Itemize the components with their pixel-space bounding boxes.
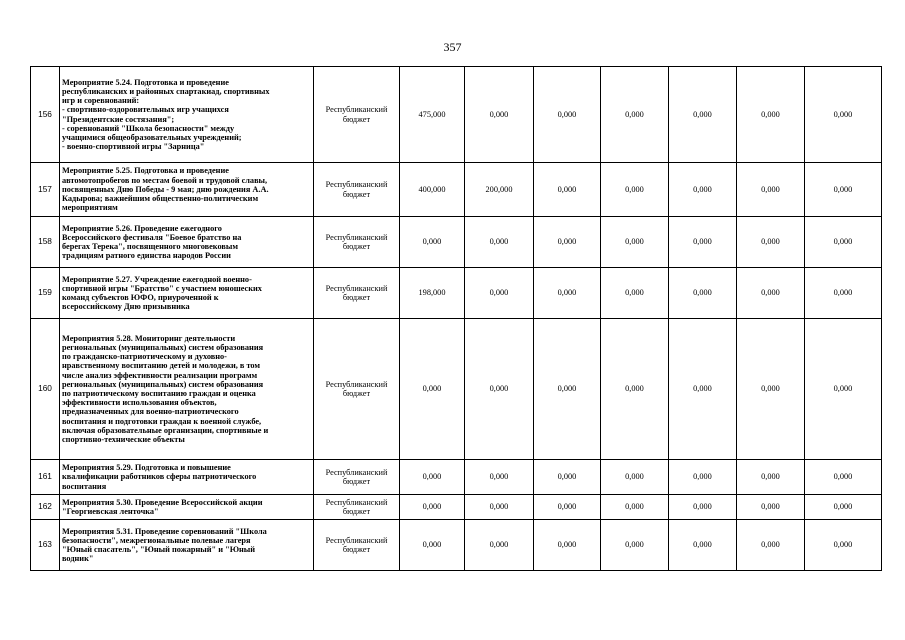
measure-description-line: Мероприятие 5.26. Проведение ежегодного	[62, 223, 222, 233]
funding-value: 0,000	[465, 67, 534, 163]
row-number: 157	[31, 163, 60, 217]
measure-description-line: посвященных Дню Победы - 9 мая; дню рождения А.А.	[62, 184, 269, 194]
funding-value: 0,000	[669, 460, 737, 495]
funding-value: 0,000	[534, 495, 601, 520]
measure-description-line: - соревнований "Школа безопасности" между	[62, 123, 235, 133]
funding-value: 0,000	[534, 217, 601, 268]
funding-value: 475,000	[400, 67, 465, 163]
funding-value: 198,000	[400, 268, 465, 319]
funding-source: Республиканский бюджет	[314, 67, 400, 163]
funding-value: 0,000	[805, 217, 882, 268]
funding-value: 0,000	[737, 268, 805, 319]
funding-value: 0,000	[465, 268, 534, 319]
measure-description-line: автомотопробегов по местам боевой и трудовой славы,	[62, 175, 268, 185]
row-number: 156	[31, 67, 60, 163]
funding-value: 0,000	[737, 460, 805, 495]
funding-value: 0,000	[669, 163, 737, 217]
measure-description-line: включая образовательные организации, спортивные и	[62, 425, 269, 435]
measure-description-line: берегах Терека", посвященного многовековым	[62, 242, 239, 251]
measure-description	[60, 163, 314, 217]
funding-source: Республиканский бюджет	[314, 268, 400, 319]
funding-value: 0,000	[601, 217, 669, 268]
funding-value: 0,000	[465, 460, 534, 495]
funding-value: 0,000	[465, 520, 534, 571]
page-number: 357	[443, 40, 462, 54]
measure-description-line: команд субъектов ЮФО, приуроченной к	[62, 293, 219, 302]
table-row	[31, 520, 882, 571]
funding-value: 400,000	[400, 163, 465, 217]
funding-value: 0,000	[534, 163, 601, 217]
table-row	[31, 268, 882, 319]
funding-value: 0,000	[669, 217, 737, 268]
measure-description-line: региональных (муниципальных) систем образования	[62, 379, 264, 389]
measure-description-line: безопасности", межрегиональные полевые лагеря	[62, 535, 251, 545]
funding-value: 0,000	[400, 319, 465, 460]
measure-description	[60, 319, 314, 460]
funding-value: 0,000	[465, 495, 534, 520]
measure-description-line: Мероприятие 5.25. Подготовка и проведение	[62, 166, 229, 176]
funding-value: 0,000	[534, 67, 601, 163]
table-row	[31, 319, 882, 460]
measure-description-line: учащимися общеобразовательных учреждений;	[62, 132, 242, 142]
funding-value: 0,000	[805, 163, 882, 217]
row-number: 162	[31, 495, 60, 520]
funding-value: 0,000	[669, 67, 737, 163]
funding-value: 0,000	[669, 268, 737, 319]
measure-description-line: Всероссийского фестиваля "Боевое братство на	[62, 232, 242, 242]
funding-value: 0,000	[669, 520, 737, 571]
funding-value: 0,000	[805, 268, 882, 319]
measure-description-line: спортивной игры "Братство" с участием юношеских	[62, 283, 262, 293]
measure-description-line: числе анализ эффективности реализации программ	[62, 370, 258, 380]
funding-value: 0,000	[737, 163, 805, 217]
table-row	[31, 460, 882, 495]
row-number: 160	[31, 319, 60, 460]
measure-description-line: воспитания и подготовки граждан к военной службе,	[62, 416, 262, 426]
table-row	[31, 67, 882, 163]
measure-description	[60, 520, 314, 571]
row-number: 159	[31, 268, 60, 319]
funding-value: 0,000	[534, 319, 601, 460]
funding-value: 0,000	[805, 319, 882, 460]
funding-value: 0,000	[737, 495, 805, 520]
funding-value: 0,000	[400, 495, 465, 520]
measure-description-line: Мероприятия 5.30. Проведение Всероссийской акции	[62, 497, 263, 507]
funding-value: 0,000	[601, 67, 669, 163]
measure-description-line: игр и соревнований:	[62, 96, 140, 106]
funding-source: Республиканский бюджет	[314, 319, 400, 460]
funding-value: 0,000	[669, 319, 737, 460]
measure-description	[60, 67, 314, 163]
funding-value: 0,000	[805, 460, 882, 495]
funding-source: Республиканский бюджет	[314, 520, 400, 571]
funding-source: Республиканский бюджет	[314, 495, 400, 520]
program-measures-table	[30, 66, 882, 571]
funding-value: 0,000	[805, 67, 882, 163]
measure-description-line: по гражданско-патриотическому и духовно-	[62, 352, 227, 362]
funding-value: 0,000	[534, 520, 601, 571]
funding-source: Республиканский бюджет	[314, 163, 400, 217]
measure-description-line: квалификации работников сферы патриотического	[62, 472, 257, 482]
funding-value: 0,000	[465, 217, 534, 268]
funding-value: 200,000	[465, 163, 534, 217]
measure-description-line: Кадырова; важнейшим общественно-политическим	[62, 194, 259, 204]
measure-description-line: воспитания	[62, 481, 107, 491]
funding-value: 0,000	[400, 460, 465, 495]
table-row	[31, 495, 882, 520]
measure-description-line: спортивно-технические объекты	[62, 435, 185, 445]
funding-value: 0,000	[737, 520, 805, 571]
funding-value: 0,000	[805, 520, 882, 571]
funding-value: 0,000	[601, 268, 669, 319]
funding-value: 0,000	[400, 217, 465, 268]
measure-description-line: региональных (муниципальных) систем образования	[62, 342, 264, 352]
funding-value: 0,000	[601, 460, 669, 495]
funding-source: Республиканский бюджет	[314, 217, 400, 268]
table-body	[31, 67, 882, 571]
measure-description-line: Мероприятия 5.28. Мониторинг деятельности	[62, 333, 236, 343]
measure-description-line: Мероприятия 5.29. Подготовка и повышение	[62, 463, 231, 473]
funding-value: 0,000	[534, 268, 601, 319]
measure-description-line: всероссийскому Дню призывника	[62, 302, 190, 312]
measure-description-line: водник"	[62, 554, 94, 564]
measure-description	[60, 217, 314, 268]
funding-value: 0,000	[737, 67, 805, 163]
row-number: 161	[31, 460, 60, 495]
measure-description-line: предназначенных для военно-патриотического	[62, 407, 239, 417]
measure-description-line: республиканских и районных спартакиад, спортивных	[62, 86, 270, 96]
measure-description-line: "Президентские состязания";	[62, 114, 175, 124]
funding-value: 0,000	[737, 217, 805, 268]
measure-description-line: по патриотическому воспитанию граждан и оценка	[62, 389, 256, 398]
measure-description-line: Мероприятие 5.24. Подготовка и проведение	[62, 77, 229, 87]
funding-value: 0,000	[601, 163, 669, 217]
table-row	[31, 217, 882, 268]
measure-description-line: эффективности использования объектов,	[62, 398, 217, 408]
funding-value: 0,000	[465, 319, 534, 460]
row-number: 158	[31, 217, 60, 268]
funding-value: 0,000	[737, 319, 805, 460]
measure-description-line: мероприятиям	[62, 203, 118, 213]
funding-value: 0,000	[601, 495, 669, 520]
measure-description-line: традициям ратного единства народов России	[62, 251, 231, 261]
measure-description-line: "Юный спасатель", "Юный пожарный" и "Юный	[62, 545, 256, 554]
measure-description-line: Мероприятия 5.31. Проведение соревнований "Школа	[62, 526, 267, 536]
measure-description	[60, 268, 314, 319]
funding-value: 0,000	[400, 520, 465, 571]
funding-value: 0,000	[601, 319, 669, 460]
row-number: 163	[31, 520, 60, 571]
measure-description	[60, 495, 314, 520]
measure-description-line: Мероприятие 5.27. Учреждение ежегодной военно-	[62, 274, 252, 284]
measure-description-line: - военно-спортивной игры "Зарница"	[62, 142, 205, 152]
funding-value: 0,000	[534, 460, 601, 495]
measure-description-line: нравственному воспитанию детей и молодежи, в том	[62, 361, 261, 371]
measure-description-line: - спортивно-оздоровительных игр учащихся	[62, 105, 229, 115]
measure-description-line: "Георгиевская ленточка"	[62, 507, 159, 516]
funding-value: 0,000	[805, 495, 882, 520]
table-row	[31, 163, 882, 217]
measure-description	[60, 460, 314, 495]
funding-source: Республиканский бюджет	[314, 460, 400, 495]
funding-value: 0,000	[601, 520, 669, 571]
funding-value: 0,000	[669, 495, 737, 520]
